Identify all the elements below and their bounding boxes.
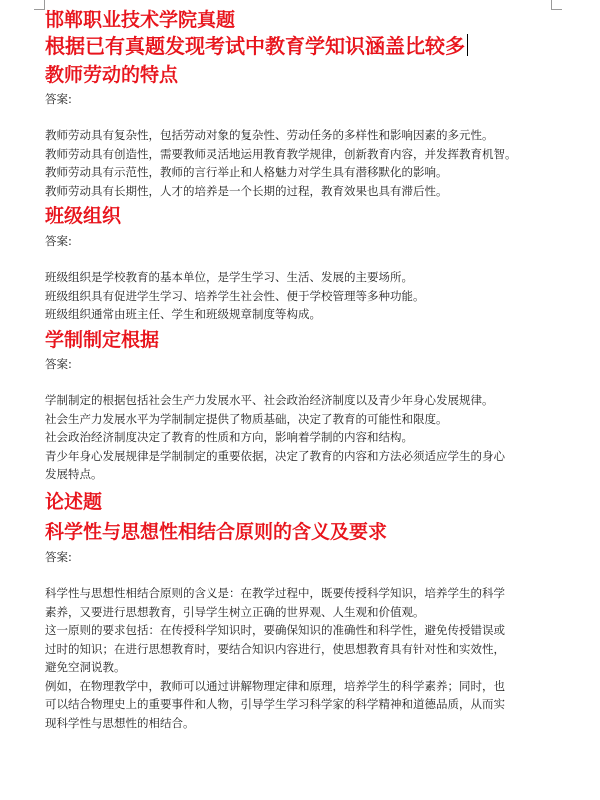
essay-section-heading: 论述题 — [45, 490, 103, 513]
body-line: 教师劳动具有复杂性，包括劳动对象的复杂性、劳动任务的多样性和影响因素的多元性。 — [45, 128, 494, 143]
body-line: 学制制定的根据包括社会生产力发展水平、社会政治经济制度以及青少年身心发展规律。 — [45, 393, 494, 408]
section-body-class-organization — [45, 268, 565, 324]
body-line: 教师劳动具有示范性，教师的言行举止和人格魅力对学生具有潜移默化的影响。 — [45, 165, 448, 180]
body-line: 青少年身心发展规律是学制制定的重要依据，决定了教育的内容和方法必须适应学生的身心 — [45, 448, 505, 463]
answer-label: 答案: — [45, 234, 72, 249]
document-subtitle[interactable] — [45, 33, 565, 59]
answer-label: 答案: — [45, 92, 72, 107]
body-line: 教师劳动具有长期性，人才的培养是一个长期的过程，教育效果也具有滞后性。 — [45, 183, 448, 198]
subtitle-text: 根据已有真题发现考试中教育学知识涵盖比较多 — [45, 33, 465, 58]
answer-label: 答案: — [45, 550, 72, 565]
document-title: 邯郸职业技术学院真题 — [45, 9, 236, 31]
section-body-teacher-labor — [45, 126, 565, 200]
body-line: 例如，在物理教学中，教师可以通过讲解物理定律和原理，培养学生的科学素养；同时，也 — [45, 678, 505, 693]
body-line: 可以结合物理史上的重要事件和人物，引导学生学习科学家的科学精神和道德品质，从而实 — [45, 697, 505, 712]
essay-question-heading: 科学性与思想性相结合原则的含义及要求 — [45, 521, 388, 544]
answer-label: 答案: — [45, 357, 72, 372]
body-line: 班级组织是学校教育的基本单位，是学生学习、生活、发展的主要场所。 — [45, 270, 413, 285]
crop-mark-left — [34, 0, 45, 10]
body-line: 社会政治经济制度决定了教育的性质和方向，影响着学制的内容和结构。 — [45, 430, 413, 445]
text-cursor — [467, 34, 468, 56]
body-line: 这一原则的要求包括：在传授科学知识时，要确保知识的准确性和科学性，避免传授错误或 — [45, 623, 505, 638]
body-line: 社会生产力发展水平为学制制定提供了物质基础，决定了教育的可能性和限度。 — [45, 411, 448, 426]
body-line: 过时的知识；在进行思想教育时，要结合知识内容进行，使思想教育具有针对性和实效性， — [45, 641, 505, 656]
section-heading-school-system: 学制制定根据 — [45, 328, 160, 351]
body-line: 素养，又要进行思想教育，引导学生树立正确的世界观、人生观和价值观。 — [45, 604, 425, 619]
body-line: 教师劳动具有创造性，需要教师灵活地运用教育教学规律，创新教育内容，并发挥教育机智。 — [45, 146, 517, 161]
section-body-school-system — [45, 391, 565, 484]
body-line: 发展特点。 — [45, 467, 103, 482]
section-heading-class-organization: 班级组织 — [45, 205, 122, 228]
body-line: 科学性与思想性相结合原则的含义是：在教学过程中，既要传授科学知识，培养学生的科学 — [45, 586, 505, 601]
essay-answer-body — [45, 584, 565, 732]
body-line: 班级组织通常由班主任、学生和班级规章制度等构成。 — [45, 307, 321, 322]
body-line: 避免空洞说教。 — [45, 660, 126, 675]
document-page — [45, 8, 565, 732]
body-line: 现科学性与思想性的相结合。 — [45, 715, 195, 730]
body-line: 班级组织具有促进学生学习、培养学生社会性、便于学校管理等多种功能。 — [45, 288, 425, 303]
section-heading-teacher-labor: 教师劳动的特点 — [45, 63, 179, 86]
